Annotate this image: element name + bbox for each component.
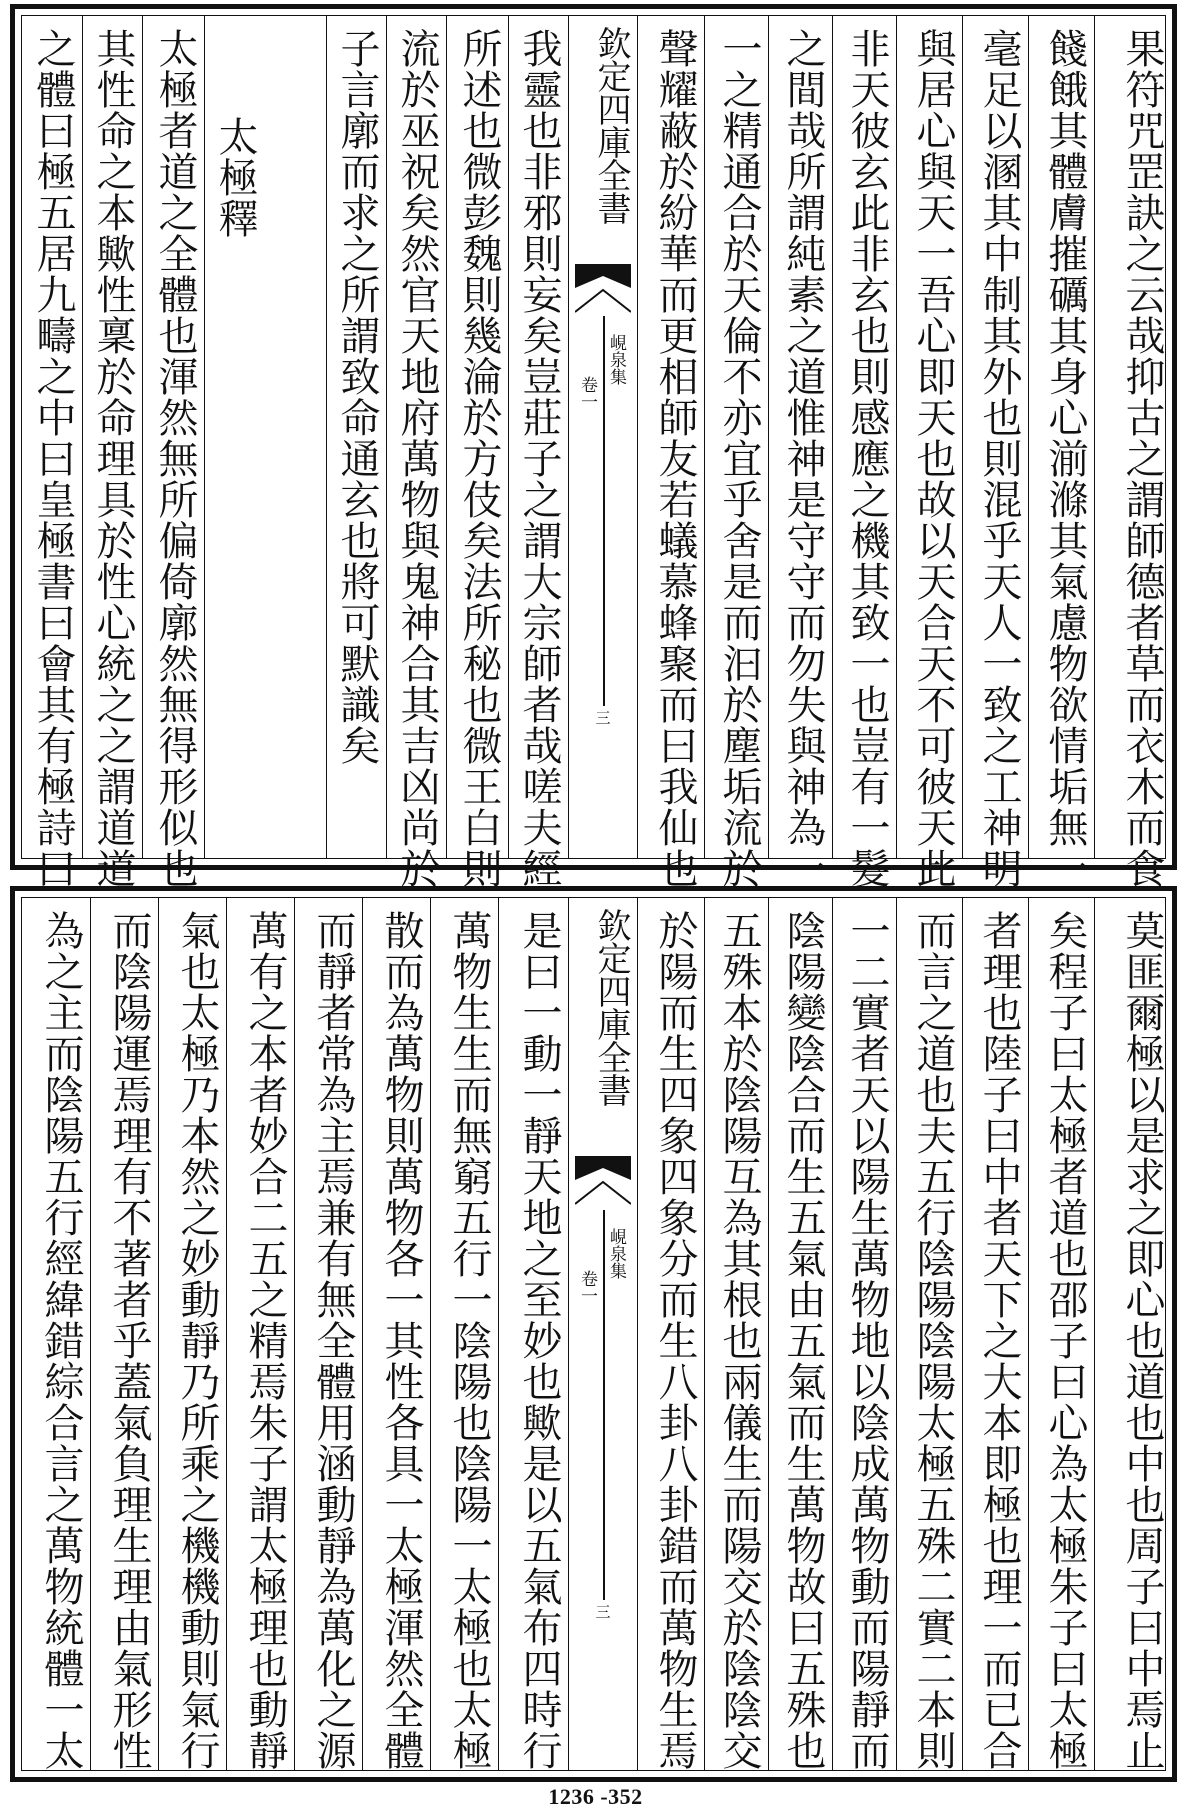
bottom-page-frame <box>10 886 1177 1782</box>
column-text: 所述也微彭魏則幾淪於方伎矣法所秘也微王白則 <box>456 28 502 889</box>
column-text: 萬有之本者妙合二五之精焉朱子謂太極理也動靜 <box>242 910 288 1771</box>
text-column <box>430 898 498 1770</box>
column-text: 萬物生生而無窮五行一陰陽也陰陽一太極也太極 <box>446 910 492 1771</box>
column-text: 於陽而生四象四象分而生八卦八卦錯而萬物生焉 <box>652 910 698 1771</box>
column-text: 是曰一動一靜天地之至妙也歟是以五氣布四時行 <box>516 910 562 1771</box>
text-column <box>896 16 962 889</box>
text-column <box>226 898 294 1770</box>
center-book-title: 峴泉集 <box>606 334 626 385</box>
center-title: 欽定四庫全書 <box>591 26 631 224</box>
column-text: 為之主而陰陽五行經緯錯綜合言之萬物統體一太 <box>38 910 84 1771</box>
column-text: 而陰陽運焉理有不著者乎蓋氣負理生理由氣形性 <box>106 910 152 1771</box>
center-juan: 卷一 <box>577 376 597 410</box>
column-text: 之間哉所謂純素之道惟神是守守而勿失與神為一 <box>780 28 826 889</box>
column-text: 五殊本於陰陽互為其根也兩儀生而陽交於陰陰交 <box>716 910 762 1771</box>
column-text: 氣也太極乃本然之妙動靜乃所乘之機機動則氣行 <box>174 910 220 1771</box>
text-column <box>142 16 204 889</box>
top-left-half <box>22 16 568 889</box>
center-plate <box>568 898 638 1770</box>
text-column <box>446 16 508 889</box>
center-juan: 卷一 <box>577 1270 597 1304</box>
column-text: 流於巫祝矣然官天地府萬物與鬼神合其吉凶尚於 <box>394 28 440 889</box>
text-column <box>386 16 446 889</box>
text-column <box>22 898 90 1770</box>
text-column <box>768 16 832 889</box>
column-text: 太極者道之全體也渾然無所偏倚廓然無得形似也 <box>152 28 198 889</box>
heading-column <box>204 16 264 858</box>
text-column <box>158 898 226 1770</box>
column-text: 非天彼玄此非玄也則感應之機其致一也豈有一髮 <box>844 28 890 889</box>
column-text: 陰陽變陰合而生五氣由五氣而生萬物故曰五殊也 <box>780 910 826 1771</box>
page-number: 1236 -352 <box>548 1784 643 1809</box>
text-column <box>832 16 896 889</box>
column-text: 莫匪爾極以是求之即心也道也中也周子曰中焉止 <box>1119 910 1165 1771</box>
blank-column <box>264 16 326 858</box>
text-column <box>962 16 1028 889</box>
text-column <box>498 898 568 1770</box>
column-text: 散而為萬物則萬物各一其性各具一太極渾然全體 <box>378 910 424 1771</box>
center-plate <box>568 16 638 858</box>
section-heading: 太極釋 <box>212 116 258 239</box>
text-column <box>326 16 386 858</box>
column-text: 聲耀蔽於紛華而更相師友若蟻慕蜂聚而曰我仙也 <box>652 28 698 889</box>
column-text: 果符咒罡訣之云哉抑古之謂師德者草而衣木而食 <box>1119 28 1165 889</box>
text-column <box>896 898 962 1770</box>
column-text: 一二實者天以陽生萬物地以陰成萬物動而陽靜而 <box>844 910 890 1771</box>
center-title: 欽定四庫全書 <box>591 908 631 1106</box>
bottom-left-half <box>22 898 568 1770</box>
top-right-half <box>638 16 1165 889</box>
fishtail-ornament-icon <box>575 264 631 314</box>
top-page-inner-border <box>21 15 1166 889</box>
column-text: 我靈也非邪則妄矣豈莊子之謂大宗師者哉嗟夫經 <box>516 28 562 889</box>
text-column <box>362 898 430 1770</box>
center-folio: 三 <box>593 710 612 725</box>
column-text: 毫足以溷其中制其外也則混乎天人一致之工神明 <box>976 28 1022 889</box>
fishtail-ornament-icon <box>575 1156 631 1206</box>
text-column <box>768 898 832 1770</box>
column-text: 矣程子曰太極者道也邵子曰心為太極朱子曰太極 <box>1042 910 1088 1771</box>
text-column <box>962 898 1028 1770</box>
text-column <box>1094 16 1171 889</box>
text-column <box>832 898 896 1770</box>
column-text: 而言之道也夫五行陰陽陰陽太極五殊二實二本則 <box>910 910 956 1771</box>
text-column <box>508 16 568 889</box>
text-column <box>638 16 704 889</box>
text-column <box>82 16 142 889</box>
center-folio: 三 <box>593 1604 612 1619</box>
column-text: 者理也陸子曰中者天下之大本即極也理一而已合 <box>976 910 1022 1771</box>
column-text: 其性命之本歟性稟於命理具於性心統之之謂道道 <box>90 28 136 889</box>
top-page-frame <box>10 4 1177 889</box>
text-column <box>22 16 82 889</box>
text-column <box>1094 898 1171 1770</box>
text-column <box>90 898 158 1770</box>
text-column <box>704 898 768 1770</box>
column-text: 餞餓其體膚摧礪其身心湔滌其氣慮物欲情垢無一 <box>1042 28 1088 889</box>
text-column <box>1028 898 1094 1770</box>
text-column <box>704 16 768 889</box>
center-book-title: 峴泉集 <box>606 1228 626 1279</box>
column-text: 之體曰極五居九疇之中曰皇極書曰會其有極詩曰 <box>30 28 76 889</box>
bottom-page-inner-border <box>21 897 1166 1771</box>
text-column <box>1028 16 1094 889</box>
column-text: 而靜者常為主焉兼有無全體用涵動靜為萬化之源 <box>310 910 356 1771</box>
text-column <box>638 898 704 1770</box>
column-text: 一之精通合於天倫不亦宜乎舍是而汩於塵垢流於 <box>716 28 762 889</box>
column-text: 子言廓而求之所謂致命通玄也將可默識矣 <box>334 28 380 766</box>
text-column <box>294 898 362 1770</box>
bottom-right-half <box>638 898 1165 1770</box>
column-text: 與居心與天一吾心即天也故以天合天不可彼天此 <box>910 28 956 889</box>
